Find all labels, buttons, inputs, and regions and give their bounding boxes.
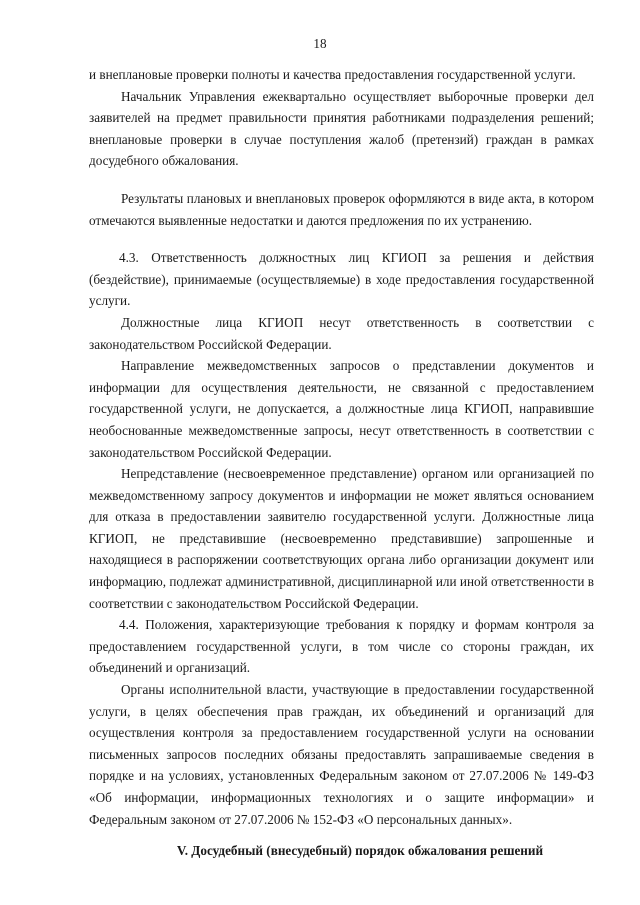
paragraph-section-4-3: 4.3. Ответственность должностных лиц КГИОП за решения и действия (бездействие), принимаемые (осуществляемые) в ходе предоставления государственной услуги.: [89, 250, 594, 309]
paragraph-non-submission: Непредставление (несвоевременное представление) органом или организацией по межведомственному запросу документов и информации не может являться основанием для отказа в предоставлении заявителю государственной услуги. Должностные лица КГИОП, не представившие (несвоевременно представившие) запрошенные и находящиеся в распоряжении соответствующих органа либо организации документ или информацию, подлежат административной, дисциплинарной или иной ответственности в соответствии с законодательством Российской Федерации.: [89, 466, 594, 611]
section-heading: V. Досудебный (внесудебный) порядок обжалования решений: [176, 843, 544, 858]
paragraph-check-results: Результаты плановых и внеплановых проверок оформляются в виде акта, в котором отмечаются выявленные недостатки и даются предложения по их устранению.: [89, 190, 594, 228]
paragraph-executive-bodies: Органы исполнительной власти, участвующие в предоставлении государственной услуги, в целях обеспечения прав граждан, их объединений и организаций для осуществления контроля за предоставлением государственной услуги на основании письменных запросов последних обязаны предоставлять запрашиваемые сведения в порядке и на условиях, установленных Федеральным законом от 27.07.2006 № 149-ФЗ «Об информации, информационных технологиях и о защите информации» и Федеральным законом от 27.07.2006 № 152-ФЗ «О персональных данных».: [89, 682, 594, 827]
paragraph-chief-checks: Начальник Управления ежеквартально осуществляет выборочные проверки дел заявителей на предмет правильности принятия работниками подразделения решений; внеплановые проверки в случае поступления жалоб (претензий) граждан в рамках досудебного обжалования.: [89, 88, 594, 169]
page-number: 18: [313, 36, 327, 51]
paragraph-section-4-4: 4.4. Положения, характеризующие требования к порядку и формам контроля за предоставлением государственной услуги, в том числе со стороны граждан, их объединений и организаций.: [89, 617, 594, 676]
paragraph-interagency-requests: Направление межведомственных запросов о представлении документов и информации для осуществления деятельности, не связанной с предоставлением государственной услуги, не допускается, а должностные лица КГИОП, направившие необоснованные межведомственные запросы, несут ответственность в соответствии с законодательством Российской Федерации.: [89, 358, 594, 460]
body-text: [89, 64, 594, 830]
paragraph-continuation: и внеплановые проверки полноты и качества предоставления государственной услуги.: [89, 67, 576, 82]
paragraph-officials-liability: Должностные лица КГИОП несут ответственность в соответствии с законодательством Российской Федерации.: [89, 314, 594, 352]
